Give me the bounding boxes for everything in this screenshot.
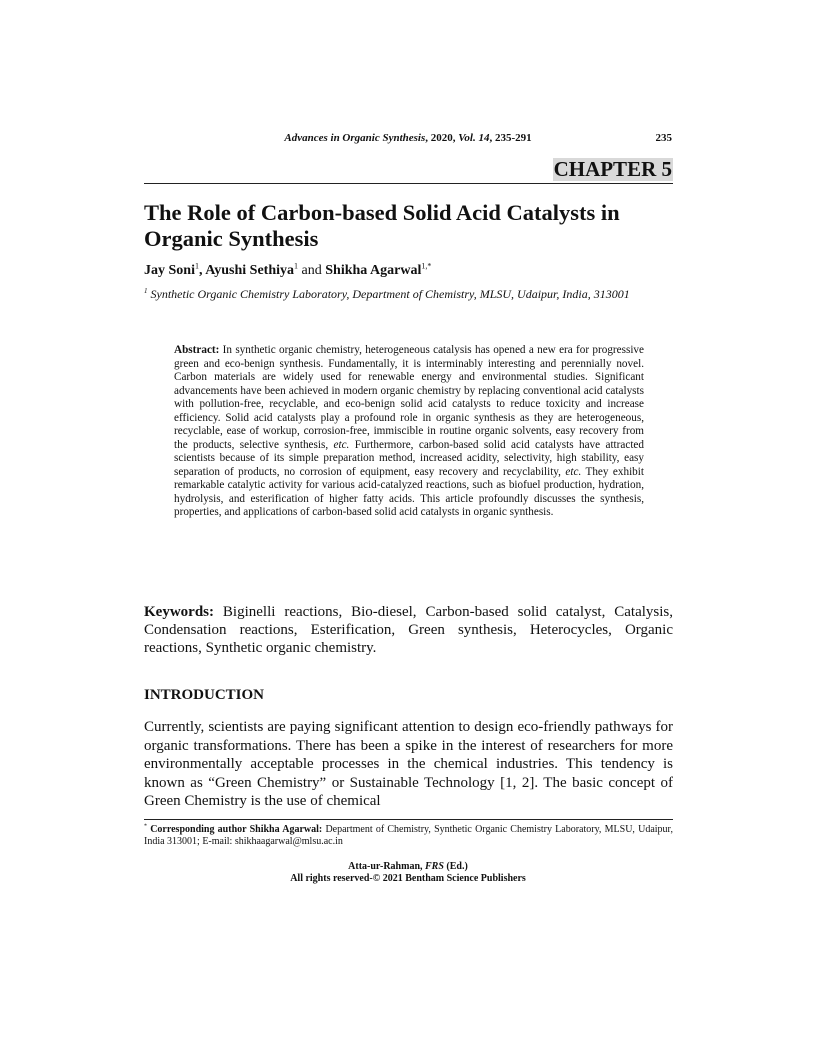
footnote-text: Department of Chemistry, Synthetic Organic Chemistry Laboratory, MLSU, Udaipur, India 313001; E-mail: shikhaagarwal@mlsu.ac.in bbox=[144, 824, 673, 847]
author-name: Shikha Agarwal bbox=[325, 263, 422, 278]
rights-line: All rights reserved-© 2021 Bentham Science Publishers bbox=[290, 873, 526, 884]
abstract-etc: etc. bbox=[333, 438, 350, 451]
author-separator: , bbox=[198, 263, 206, 278]
chapter-label: CHAPTER 5 bbox=[553, 157, 672, 181]
abstract-text: Furthermore, carbon-based solid acid catalysts have attracted scientists because of its simple preparation method, increased acidity, selectivity, high stability, easy separation of products, no corrosion of equipment, easy recovery and recyclability, bbox=[174, 438, 644, 478]
affiliation-mark: 1 bbox=[144, 287, 148, 295]
editor-line bbox=[144, 861, 672, 873]
section-body: Currently, scientists are paying significant attention to design eco-friendly pathways for organic transformations. There has been a spike in the interest of researchers for more environmentally acceptable processes in the chemical industries. This tendency is known as “Green Chemistry” or Sustainable Technology [1, 2]. The basic concept of Green Chemistry is the use of chemical bbox=[144, 719, 673, 809]
keywords-label: Keywords: bbox=[144, 604, 214, 620]
publisher-info bbox=[144, 861, 672, 885]
author-list bbox=[144, 262, 431, 280]
editor-honorific: FRS bbox=[425, 861, 444, 872]
abstract-text: They exhibit remarkable catalytic activity for various acid-catalyzed reactions, such as biofuel production, hydration, hydrolysis, and esterification of higher fatty acids. This article profoundly discusses the synthesis, properties, and applications of carbon-based solid acid catalysts in organic synthesis. bbox=[174, 465, 644, 518]
journal-year: , 2020, bbox=[425, 132, 459, 144]
editor-name: Atta-ur-Rahman, bbox=[348, 861, 426, 872]
author-affil-mark: 1,* bbox=[421, 261, 432, 271]
abstract-text: In synthetic organic chemistry, heterogeneous catalysis has opened a new era for progressive green and eco-benign synthesis. Fundamentally, it is interminably interesting and perennially novel. Carbon materials are widely used for renewable energy and environmental studies. Significant advancements have been achieved in modern organic chemistry by replacing conventional acid catalysts with pollution-free, recyclable, and eco-benign solid acid catalysts to reduce toxicity and increase efficiency. Solid acid catalysts play a profound role in organic synthesis as they are heterogeneous, recyclable, ease of workup, corrosion-free, immiscible in routine organic solvents, easy recovery from the products, selective synthesis, bbox=[174, 344, 644, 451]
abstract-etc: etc. bbox=[565, 465, 582, 478]
footnote-mark: * bbox=[144, 823, 147, 830]
abstract-label: Abstract: bbox=[174, 344, 220, 356]
author-name: Jay Soni bbox=[144, 263, 195, 278]
keywords-text: Biginelli reactions, Bio-diesel, Carbon-based solid catalyst, Catalysis, Condensation reactions, Esterification, Green synthesis, Heterocycles, Organic reactions, Synthetic organic chemistry. bbox=[144, 604, 673, 656]
journal-name: Advances in Organic Synthesis bbox=[284, 132, 426, 144]
page-number: 235 bbox=[655, 132, 672, 144]
running-header bbox=[144, 132, 672, 144]
affiliation bbox=[144, 286, 673, 302]
keywords bbox=[144, 603, 673, 657]
author-name: Ayushi Sethiya bbox=[205, 263, 295, 278]
author-affil-mark: 1 bbox=[194, 261, 199, 271]
article-title: The Role of Carbon-based Solid Acid Catalysts in Organic Synthesis bbox=[144, 200, 620, 251]
editor-role: (Ed.) bbox=[443, 861, 468, 872]
author-separator: and bbox=[298, 263, 326, 278]
chapter-rule bbox=[144, 156, 673, 184]
author-affil-mark: 1 bbox=[294, 261, 299, 271]
affiliation-text: Synthetic Organic Chemistry Laboratory, Department of Chemistry, MLSU, Udaipur, India, 313001 bbox=[147, 287, 630, 301]
abstract bbox=[174, 344, 644, 520]
journal-pages: , 235-291 bbox=[489, 132, 532, 144]
footnote-rule bbox=[144, 819, 673, 820]
footnote-label: Corresponding author Shikha Agarwal: bbox=[147, 824, 323, 835]
footnote bbox=[144, 824, 673, 848]
journal-volume: Vol. 14 bbox=[458, 132, 490, 144]
section-heading: INTRODUCTION bbox=[144, 687, 265, 703]
